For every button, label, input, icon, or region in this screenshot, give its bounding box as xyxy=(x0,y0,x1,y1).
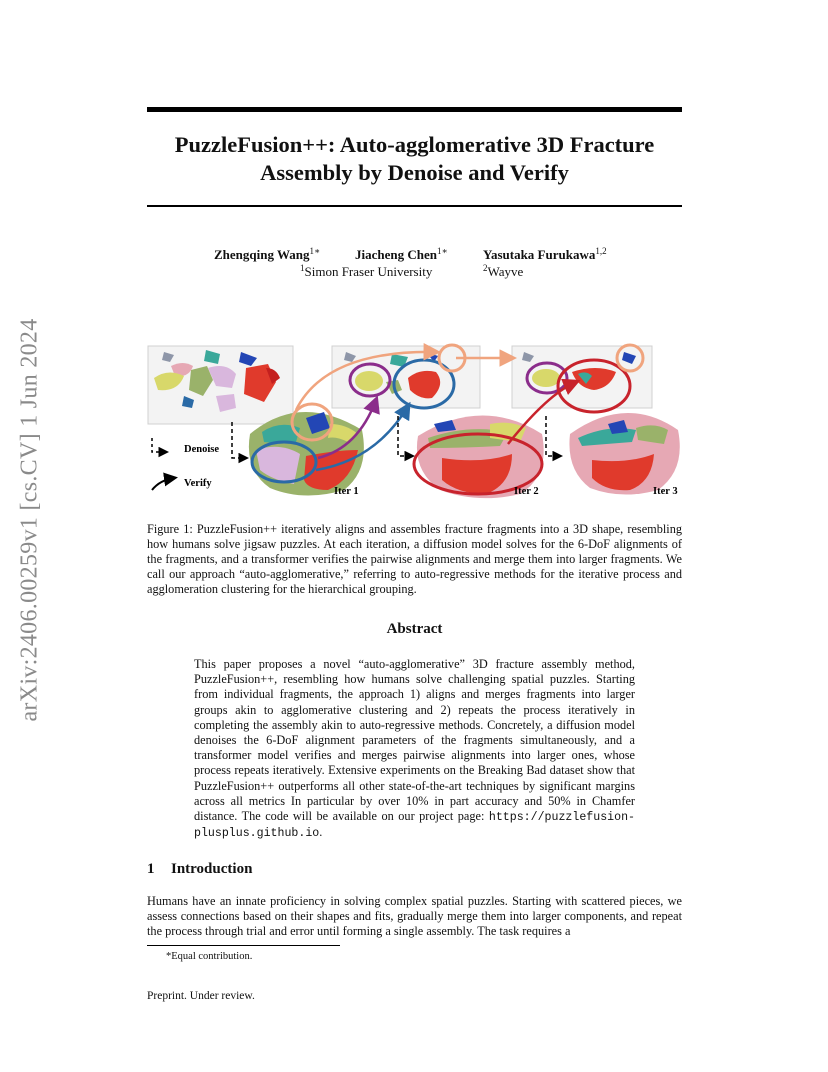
bowl-iter1 xyxy=(249,412,364,496)
legend-denoise-label: Denoise xyxy=(184,444,219,455)
figure-caption: Figure 1: PuzzleFusion++ iteratively aligns and assembles fracture fragments into a 3D shape, resembling how humans solve jigsaw puzzles. At each iteration, a diffusion model solves for the 6-DoF alignments of the fragments, and a transformer verifies the pairwise alignments and merge them into larger fragments. We call our approach “auto-agglomerative,” referring to auto-regressive methods for the iterative process and agglomeration clustering for the hierarchical grouping. xyxy=(147,522,682,596)
footnote-rule xyxy=(147,945,340,946)
section-title: Introduction xyxy=(171,861,253,877)
affiliation-1: $^1$Simon Fraser University xyxy=(300,263,433,279)
author-1: Zhengqing Wang$^{1∗}$ xyxy=(214,246,321,262)
footnote: *Equal contribution. xyxy=(166,951,253,962)
paper-title xyxy=(147,131,682,187)
author-2: Jiacheng Chen$^{1∗}$ xyxy=(355,246,448,262)
preprint-footer: Preprint. Under review. xyxy=(147,990,255,1002)
url-suffix: . xyxy=(319,825,323,840)
legend-verify-label: Verify xyxy=(184,478,212,489)
iter-1-label: Iter 1 xyxy=(334,486,359,497)
author-block xyxy=(147,243,682,279)
title-bottom-rule xyxy=(147,205,682,207)
project-url[interactable]: https://puzzlefusion-plusplus.github.io xyxy=(194,811,635,841)
title-top-rule xyxy=(147,107,682,112)
fragments-panel-iter2 xyxy=(512,346,652,408)
title-line-1: PuzzleFusion++: Auto-agglomerative 3D Fracture xyxy=(174,132,655,157)
bowl-iter3 xyxy=(569,413,679,495)
author-3: Yasutaka Furukawa$^{1,2}$ xyxy=(483,246,607,262)
arxiv-stamp: arXiv:2406.00259v1 [cs.CV] 1 Jun 2024 xyxy=(16,318,43,722)
iter-2-label: Iter 2 xyxy=(514,486,539,497)
abstract-heading: Abstract xyxy=(386,621,443,637)
iter-3-label: Iter 3 xyxy=(653,486,678,497)
fragments-panel-iter1 xyxy=(332,346,480,408)
section-number: 1 xyxy=(147,861,155,877)
affiliation-2: $^2$Wayve xyxy=(483,263,524,279)
introduction-text: Humans have an innate proficiency in solving complex spatial puzzles. Starting with scattered pieces, we assess connections based on their shapes and fits, gradually merge them into larger components, and repeat the process through trial and error until forming a single assembly. The task requires a xyxy=(147,894,682,938)
abstract-body xyxy=(194,657,635,841)
section-heading-introduction xyxy=(147,861,252,878)
figure-1 xyxy=(146,338,686,506)
fragments-panel-initial xyxy=(148,346,293,424)
title-line-2: Assembly by Denoise and Verify xyxy=(260,160,569,185)
abstract-text: This paper proposes a novel “auto-agglomerative” 3D fracture assembly method, PuzzleFusion++, resembling how humans solve challenging spatial puzzles. Starting from individual fragments, the approach 1) aligns and merges fragments into larger groups akin to agglomerative clustering and 2) repeats the process iteratively in completing the assembly akin to auto-regressive methods. Concretely, a diffusion model denoises the 6-DoF alignment parameters of the fragments simultaneously, and a transformer model verifies and merges pairwise alignments into larger ones, whose process repeats iteratively. Extensive experiments on the Breaking Bad dataset show that PuzzleFusion++ outperforms all other state-of-the-art techniques by significant margins across all metrics In particular by over 10% in part accuracy and 50% in Chamfer distance. The code will be available on our project page: xyxy=(194,657,635,824)
